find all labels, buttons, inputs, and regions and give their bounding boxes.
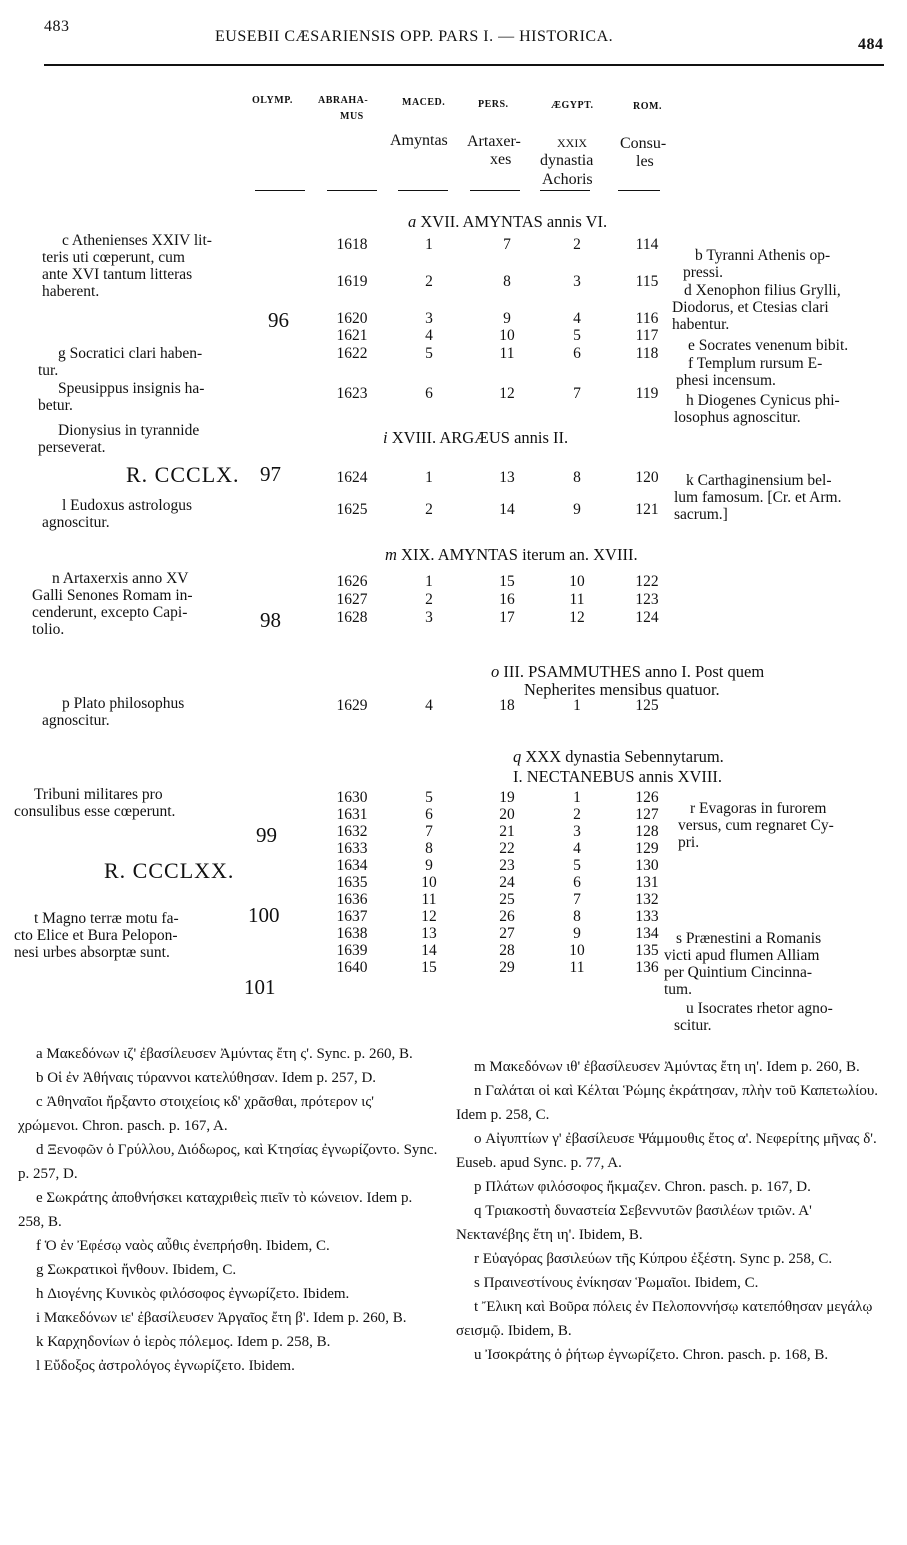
chronicle-note-line: Speusippus insignis ha- bbox=[58, 380, 205, 397]
persian-year: 16 bbox=[499, 591, 515, 608]
roman-year: 124 bbox=[635, 609, 659, 626]
col-rule bbox=[255, 190, 305, 191]
persian-year: 23 bbox=[499, 857, 515, 874]
chronicle-note-line: b Tyranni Athenis op- bbox=[695, 247, 831, 264]
roman-year: 130 bbox=[635, 857, 659, 874]
macedonian-year: 2 bbox=[425, 591, 433, 608]
chronicle-note-line: t Magno terræ motu fa- bbox=[34, 910, 179, 927]
persian-year: 10 bbox=[499, 327, 515, 344]
abraham-year: 1628 bbox=[336, 609, 368, 626]
regnal-year: R. CCCLX. bbox=[126, 462, 240, 487]
header-rule bbox=[44, 64, 884, 66]
persian-year: 22 bbox=[499, 840, 515, 857]
egyptian-year: 6 bbox=[573, 874, 581, 891]
persian-year: 17 bbox=[499, 609, 515, 626]
roman-year: 120 bbox=[635, 469, 659, 486]
footnotes-right bbox=[456, 1055, 884, 1367]
reign-text: XVII. AMYNTAS annis VI. bbox=[420, 212, 608, 231]
chronicle-note-line: sacrum.] bbox=[674, 506, 728, 523]
col-pers-sub-2: xes bbox=[490, 151, 512, 168]
abraham-year: 1635 bbox=[336, 874, 368, 891]
greek-footnote: l Εὔδοξος ἀστρολόγος ἐγνωρίζετο. Ibidem. bbox=[36, 1358, 295, 1374]
persian-year: 13 bbox=[499, 469, 515, 486]
chronicle-note-line: ante XVI tantum litteras bbox=[42, 266, 193, 283]
macedonian-year: 3 bbox=[425, 609, 433, 626]
chronicle-note-line: k Carthaginensium bel- bbox=[686, 472, 832, 489]
abraham-year: 1626 bbox=[336, 573, 368, 590]
chronicle-note-line: Tribuni militares pro bbox=[34, 786, 163, 803]
egyptian-year: 2 bbox=[573, 806, 581, 823]
col-olymp: OLYMP. bbox=[252, 95, 293, 106]
abraham-year: 1638 bbox=[336, 925, 368, 942]
greek-footnote: o Αἰγυπτίων γ' ἐβασίλευσε Ψάμμουθις ἔτος α'. Νεφερίτης μῆνας δ'. Euseb. apud Sync. p. 77, A. bbox=[456, 1131, 877, 1171]
greek-footnote: b Οἱ ἐν Ἀθήναις τύραννοι κατελύθησαν. Idem p. 257, D. bbox=[36, 1070, 377, 1086]
roman-year: 118 bbox=[635, 345, 659, 362]
macedonian-year: 6 bbox=[425, 385, 433, 402]
reign-text: XIX. AMYNTAS iterum an. XVIII. bbox=[401, 545, 638, 564]
greek-footnote: k Καρχηδονίων ὁ ἱερὸς πόλεμος. Idem p. 258, B. bbox=[36, 1334, 331, 1350]
chronicle-note-line: f Templum rursum E- bbox=[688, 355, 823, 372]
macedonian-year: 1 bbox=[425, 469, 433, 486]
macedonian-year: 8 bbox=[425, 840, 433, 857]
persian-year: 18 bbox=[499, 697, 515, 714]
abraham-year: 1637 bbox=[336, 908, 368, 925]
greek-footnote: q Τριακοστὴ δυναστεία Σεβεννυτῶν βασιλέων τριῶν. Α' Νεκτανέβης ἔτη ιη'. Ibidem, B. bbox=[456, 1203, 812, 1243]
chronicle-note-line: e Socrates venenum bibit. bbox=[688, 337, 849, 354]
macedonian-year: 11 bbox=[421, 891, 437, 908]
egyptian-year: 3 bbox=[573, 823, 581, 840]
reign-heading bbox=[385, 545, 638, 565]
chronicle-note-line: p Plato philosophus bbox=[62, 695, 185, 712]
col-pers-sub-1: Artaxer- bbox=[467, 133, 521, 150]
greek-footnote: e Σωκράτης ἀποθνήσκει καταχριθεὶς πιεῖν τὸ κώνειον. Idem p. 258, B. bbox=[18, 1190, 413, 1230]
olympiad: 96 bbox=[268, 308, 289, 332]
chronicle-note-line: Diodorus, et Ctesias clari bbox=[672, 299, 829, 316]
egyptian-year: 12 bbox=[569, 609, 585, 626]
reign-text: XVIII. ARGÆUS annis II. bbox=[391, 428, 569, 447]
abraham-year: 1633 bbox=[336, 840, 368, 857]
abraham-year: 1625 bbox=[336, 501, 368, 518]
persian-year: 11 bbox=[499, 345, 515, 362]
roman-year: 115 bbox=[635, 273, 659, 290]
persian-year: 29 bbox=[499, 959, 515, 976]
reign-text: Nepherites mensibus quatuor. bbox=[524, 680, 720, 699]
greek-footnote: m Μακεδόνων ιθ' ἐβασίλευσεν Ἀμύντας ἔτη ιη'. Idem p. 260, B. bbox=[474, 1059, 860, 1075]
col-maced-sub: Amyntas bbox=[390, 132, 448, 149]
chronicle-note-line: versus, cum regnaret Cy- bbox=[678, 817, 834, 834]
egyptian-year: 3 bbox=[573, 273, 581, 290]
egyptian-year: 10 bbox=[569, 573, 585, 590]
roman-year: 125 bbox=[635, 697, 659, 714]
chronicle-note-line: agnoscitur. bbox=[42, 514, 110, 531]
roman-year: 117 bbox=[635, 327, 659, 344]
abraham-year: 1627 bbox=[336, 591, 368, 608]
footnotes-left bbox=[18, 1042, 438, 1378]
macedonian-year: 15 bbox=[421, 959, 437, 976]
persian-year: 8 bbox=[503, 273, 511, 290]
chronicle-note-line: h Diogenes Cynicus phi- bbox=[686, 392, 840, 409]
greek-footnote: d Ξενοφῶν ὁ Γρύλλου, Διόδωρος, καὶ Κτησίας ἐγνωρίζοντο. Sync. p. 257, D. bbox=[18, 1142, 438, 1182]
roman-year: 126 bbox=[635, 789, 659, 806]
col-rom-sub-2: les bbox=[636, 153, 654, 170]
chronicle-note-line: c Athenienses XXIV lit- bbox=[62, 232, 212, 249]
roman-year: 116 bbox=[635, 310, 659, 327]
abraham-year: 1639 bbox=[336, 942, 368, 959]
col-aegypt-sub-2: dynastia bbox=[540, 152, 594, 169]
roman-year: 127 bbox=[635, 806, 659, 823]
reign-heading bbox=[513, 747, 724, 767]
persian-year: 25 bbox=[499, 891, 515, 908]
greek-footnote: f Ὁ ἐν Ἐφέσῳ ναὸς αὖθις ἐνεπρήσθη. Ibidem, C. bbox=[36, 1238, 330, 1254]
roman-year: 133 bbox=[635, 908, 659, 925]
persian-year: 14 bbox=[499, 501, 515, 518]
macedonian-year: 10 bbox=[421, 874, 437, 891]
greek-footnote: p Πλάτων φιλόσοφος ἤκμαζεν. Chron. pasch. p. 167, D. bbox=[474, 1179, 811, 1195]
chronicle-note-line: perseverat. bbox=[38, 439, 106, 456]
egyptian-year: 7 bbox=[573, 891, 581, 908]
greek-footnote: i Μακεδόνων ιε' ἐβασίλευσεν Ἀργαῖος ἔτη β'. Idem p. 260, B. bbox=[36, 1310, 407, 1326]
chronicle-note-line: per Quintium Cincinna- bbox=[664, 964, 813, 981]
roman-year: 135 bbox=[635, 942, 659, 959]
macedonian-year: 4 bbox=[425, 327, 433, 344]
col-abraham-1: ABRAHA- bbox=[318, 95, 369, 106]
chronicle-note-line: cto Elice et Bura Pelopon- bbox=[14, 927, 178, 944]
col-rule bbox=[327, 190, 377, 191]
egyptian-year: 5 bbox=[573, 327, 581, 344]
running-title: EUSEBII CÆSARIENSIS OPP. PARS I. — HISTORICA. bbox=[215, 28, 614, 45]
col-rom: ROM. bbox=[633, 101, 662, 112]
chronicle-note-line: tur. bbox=[38, 362, 59, 379]
persian-year: 7 bbox=[503, 236, 511, 253]
macedonian-year: 6 bbox=[425, 806, 433, 823]
roman-year: 122 bbox=[635, 573, 659, 590]
roman-year: 121 bbox=[635, 501, 659, 518]
macedonian-year: 4 bbox=[425, 697, 433, 714]
col-pers: PERS. bbox=[478, 99, 509, 110]
page-number-left: 483 bbox=[44, 18, 70, 35]
roman-year: 131 bbox=[635, 874, 659, 891]
col-rule bbox=[398, 190, 448, 191]
macedonian-year: 3 bbox=[425, 310, 433, 327]
roman-year: 123 bbox=[635, 591, 659, 608]
reign-heading bbox=[383, 428, 568, 448]
reign-mark: m bbox=[385, 545, 397, 564]
chronicle-note-line: r Evagoras in furorem bbox=[690, 800, 827, 817]
col-rom-sub-1: Consu- bbox=[620, 135, 667, 152]
regnal-year: R. CCCLXX. bbox=[104, 858, 235, 883]
abraham-year: 1631 bbox=[336, 806, 368, 823]
chronicle-note-line: s Prænestini a Romanis bbox=[676, 930, 822, 947]
roman-year: 136 bbox=[635, 959, 659, 976]
abraham-year: 1620 bbox=[336, 310, 368, 327]
persian-year: 27 bbox=[499, 925, 515, 942]
macedonian-year: 1 bbox=[425, 236, 433, 253]
reign-heading bbox=[491, 662, 764, 682]
col-aegypt: ÆGYPT. bbox=[551, 100, 594, 111]
page-number-right: 484 bbox=[858, 36, 884, 53]
col-rule bbox=[470, 190, 520, 191]
chronicle-note-line: losophus agnoscitur. bbox=[674, 409, 801, 426]
greek-footnote: n Γαλάται οἱ καὶ Κέλται Ῥώμης ἐκράτησαν, πλὴν τοῦ Καπετωλίου. Idem p. 258, C. bbox=[456, 1083, 878, 1123]
egyptian-year: 2 bbox=[573, 236, 581, 253]
chronicle-note-line: agnoscitur. bbox=[42, 712, 110, 729]
persian-year: 24 bbox=[499, 874, 515, 891]
egyptian-year: 8 bbox=[573, 908, 581, 925]
abraham-year: 1621 bbox=[336, 327, 368, 344]
col-aegypt-sub-1: XXIX bbox=[557, 136, 587, 150]
chronicle-note-line: u Isocrates rhetor agno- bbox=[686, 1000, 833, 1017]
persian-year: 26 bbox=[499, 908, 515, 925]
col-abraham-2: MUS bbox=[340, 111, 364, 122]
persian-year: 9 bbox=[503, 310, 511, 327]
egyptian-year: 10 bbox=[569, 942, 585, 959]
egyptian-year: 4 bbox=[573, 310, 581, 327]
macedonian-year: 5 bbox=[425, 345, 433, 362]
chronicle-note-line: l Eudoxus astrologus bbox=[62, 497, 193, 514]
macedonian-year: 5 bbox=[425, 789, 433, 806]
egyptian-year: 9 bbox=[573, 925, 581, 942]
chronicle-note-line: tolio. bbox=[32, 621, 65, 638]
abraham-year: 1624 bbox=[336, 469, 368, 486]
abraham-year: 1629 bbox=[336, 697, 368, 714]
roman-year: 134 bbox=[635, 925, 659, 942]
egyptian-year: 4 bbox=[573, 840, 581, 857]
abraham-year: 1632 bbox=[336, 823, 368, 840]
greek-footnote: u Ἰσοκράτης ὁ ῥήτωρ ἐγνωρίζετο. Chron. pasch. p. 168, B. bbox=[474, 1347, 829, 1363]
chronicle-note-line: pri. bbox=[678, 834, 700, 851]
chronicle-note-line: scitur. bbox=[674, 1017, 712, 1034]
persian-year: 21 bbox=[499, 823, 515, 840]
macedonian-year: 2 bbox=[425, 501, 433, 518]
egyptian-year: 6 bbox=[573, 345, 581, 362]
reign-text: I. NECTANEBUS annis XVIII. bbox=[513, 767, 723, 786]
abraham-year: 1623 bbox=[336, 385, 368, 402]
roman-year: 132 bbox=[635, 891, 659, 908]
chronicle-note-line: lum famosum. [Cr. et Arm. bbox=[674, 489, 842, 506]
abraham-year: 1634 bbox=[336, 857, 368, 874]
olympiad: 98 bbox=[260, 608, 281, 632]
col-rule bbox=[618, 190, 660, 191]
chronicle-note-line: nesi urbes absorptæ sunt. bbox=[14, 944, 170, 961]
macedonian-year: 7 bbox=[425, 823, 433, 840]
chronicle-note-line: betur. bbox=[38, 397, 73, 414]
egyptian-year: 5 bbox=[573, 857, 581, 874]
reign-mark: a bbox=[408, 212, 417, 231]
chronicle-note-line: haberent. bbox=[42, 283, 100, 300]
macedonian-year: 12 bbox=[421, 908, 437, 925]
egyptian-year: 11 bbox=[569, 591, 585, 608]
chronicle-note-line: n Artaxerxis anno XV bbox=[52, 570, 189, 587]
greek-footnote: g Σωκρατικοὶ ἤνθουν. Ibidem, C. bbox=[36, 1262, 237, 1278]
chronicle-note-line: cenderunt, excepto Capi- bbox=[32, 604, 188, 621]
chronicle-note-line: Dionysius in tyrannide bbox=[58, 422, 200, 439]
roman-year: 114 bbox=[635, 236, 659, 253]
macedonian-year: 2 bbox=[425, 273, 433, 290]
reign-mark: o bbox=[491, 662, 500, 681]
macedonian-year: 1 bbox=[425, 573, 433, 590]
col-maced: MACED. bbox=[402, 97, 446, 108]
roman-year: 129 bbox=[635, 840, 659, 857]
olympiad: 100 bbox=[248, 903, 280, 927]
greek-footnote: t Ἔλικη καὶ Βοῦρα πόλεις ἐν Πελοποννήσῳ κατεπόθησαν μεγάλῳ σεισμῷ. Ibidem, B. bbox=[456, 1299, 873, 1339]
egyptian-year: 9 bbox=[573, 501, 581, 518]
egyptian-year: 8 bbox=[573, 469, 581, 486]
greek-footnote: h Διογένης Κυνικὸς φιλόσοφος ἐγνωρίζετο. Ibidem. bbox=[36, 1286, 350, 1302]
olympiad: 101 bbox=[244, 975, 276, 999]
macedonian-year: 14 bbox=[421, 942, 437, 959]
chronicle-note-line: teris uti cœperunt, cum bbox=[42, 249, 185, 266]
chronicle-note-line: phesi incensum. bbox=[676, 372, 776, 389]
egyptian-year: 11 bbox=[569, 959, 585, 976]
chronicle-note-line: d Xenophon filius Grylli, bbox=[684, 282, 841, 299]
macedonian-year: 9 bbox=[425, 857, 433, 874]
abraham-year: 1618 bbox=[336, 236, 368, 253]
persian-year: 20 bbox=[499, 806, 515, 823]
reign-text: XXX dynastia Sebennytarum. bbox=[525, 747, 724, 766]
egyptian-year: 7 bbox=[573, 385, 581, 402]
greek-footnote: a Μακεδόνων ιζ' ἐβασίλευσεν Ἀμύντας ἔτη ς'. Sync. p. 260, B. bbox=[36, 1046, 413, 1062]
macedonian-year: 13 bbox=[421, 925, 437, 942]
chronicle-note-line: pressi. bbox=[683, 264, 724, 281]
olympiad: 99 bbox=[256, 823, 277, 847]
egyptian-year: 1 bbox=[573, 789, 581, 806]
chronicle-note-line: consulibus esse cœperunt. bbox=[14, 803, 176, 820]
col-aegypt-sub-3: Achoris bbox=[542, 171, 593, 188]
roman-year: 119 bbox=[635, 385, 659, 402]
greek-footnote: c Ἀθηναῖοι ἤρξαντο στοιχείοις κδ' χρᾶσθαι, πρότερον ις' χρώμενοι. Chron. pasch. p. 167, A. bbox=[18, 1094, 374, 1134]
chronicle-note-line: victi apud flumen Alliam bbox=[664, 947, 820, 964]
chronicle-note-line: habentur. bbox=[672, 316, 730, 333]
reign-text: III. PSAMMUTHES anno I. Post quem bbox=[503, 662, 765, 681]
abraham-year: 1619 bbox=[336, 273, 368, 290]
chronicle-note-line: tum. bbox=[664, 981, 692, 998]
reign-mark: i bbox=[383, 428, 388, 447]
persian-year: 28 bbox=[499, 942, 515, 959]
chronicle-note-line: g Socratici clari haben- bbox=[58, 345, 203, 362]
greek-footnote: s Πραινεστίνους ἐνίκησαν Ῥωμαῖοι. Ibidem, C. bbox=[474, 1275, 759, 1291]
persian-year: 12 bbox=[499, 385, 515, 402]
abraham-year: 1640 bbox=[336, 959, 368, 976]
reign-mark: q bbox=[513, 747, 522, 766]
chronicle-note-line: Galli Senones Romam in- bbox=[32, 587, 193, 604]
egyptian-year: 1 bbox=[573, 697, 581, 714]
reign-heading bbox=[408, 212, 607, 232]
abraham-year: 1636 bbox=[336, 891, 368, 908]
olympiad: 97 bbox=[260, 462, 281, 486]
greek-footnote: r Εὐαγόρας βασιλεύων τῆς Κύπρου ἐξέστη. Sync p. 258, C. bbox=[474, 1251, 833, 1267]
roman-year: 128 bbox=[635, 823, 659, 840]
abraham-year: 1622 bbox=[336, 345, 368, 362]
persian-year: 19 bbox=[499, 789, 515, 806]
reign-heading bbox=[513, 767, 722, 787]
persian-year: 15 bbox=[499, 573, 515, 590]
abraham-year: 1630 bbox=[336, 789, 368, 806]
col-rule bbox=[540, 190, 590, 191]
